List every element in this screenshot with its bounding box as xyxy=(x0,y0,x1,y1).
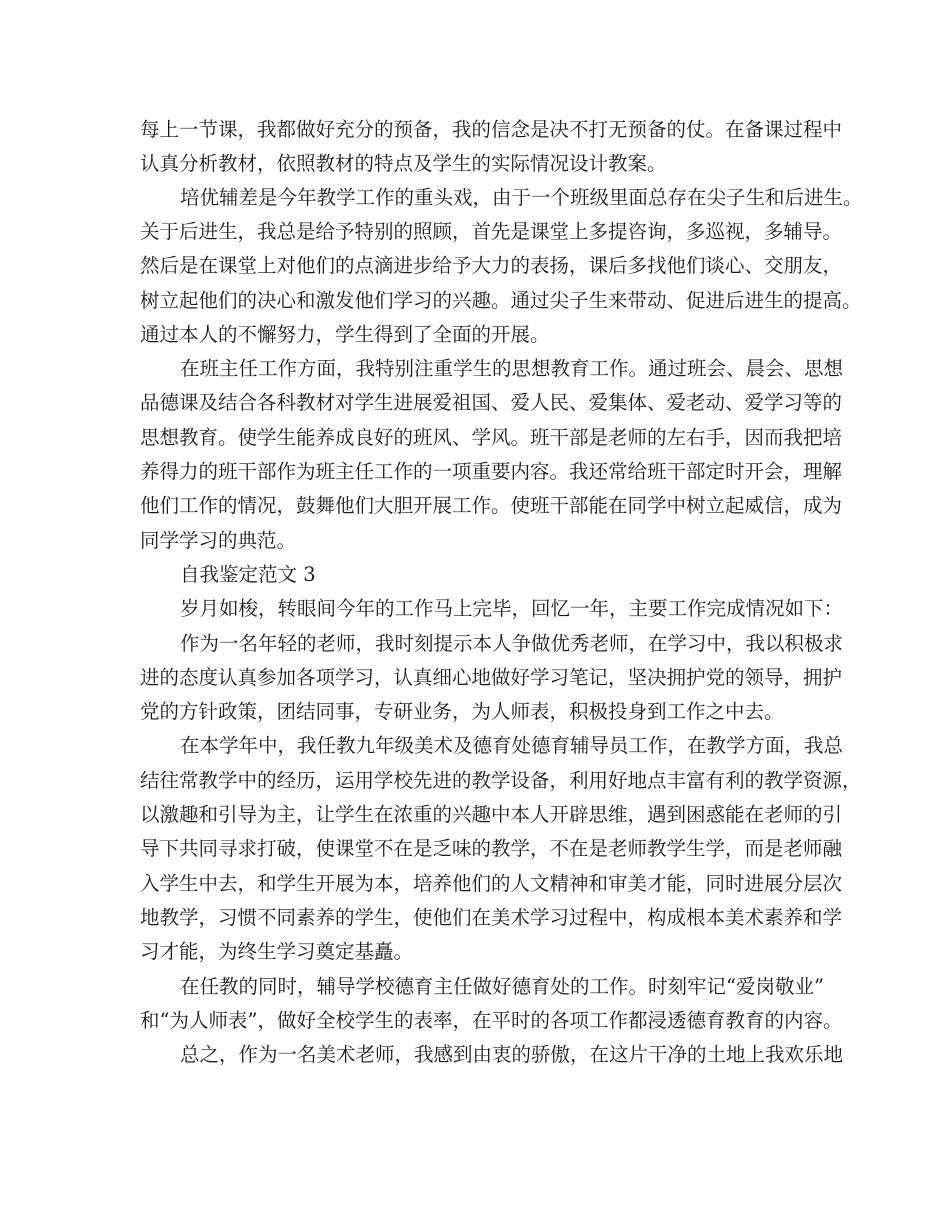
text-line: 关于后进生，我总是给予特别的照顾，首先是课堂上多提咨询，多巡视，多辅导。 xyxy=(140,220,843,243)
text-line: 地教学，习惯不同素养的学生，使他们在美术学习过程中，构成根本美术素养和学 xyxy=(140,906,843,929)
text-line: 同学学习的典范。 xyxy=(140,529,297,552)
text-line: 导下共同寻求打破，使课堂不在是乏味的教学，不在是老师教学生学，而是老师融 xyxy=(140,837,843,860)
text-line: 和“为人师表”，做好全校学生的表率，在平时的各项工作都浸透德育教育的内容。 xyxy=(140,1009,843,1032)
text-line: 结往常教学中的经历，运用学校先进的教学设备，利用好地点丰富有利的教学资源， xyxy=(140,769,862,792)
paragraph-start-line: 培优辅差是今年教学工作的重头戏，由于一个班级里面总存在尖子生和后进生。 xyxy=(180,186,863,209)
text-line: 品德课及结合各科教材对学生进展爱祖国、爱人民、爱集体、爱老动、爱学习等的 xyxy=(140,391,843,414)
text-line: 认真分析教材，依照教材的特点及学生的实际情况设计教案。 xyxy=(140,152,667,175)
text-line: 然后是在课堂上对他们的点滴进步给予大力的表扬，课后多找他们谈心、交朋友， xyxy=(140,254,843,277)
paragraph-start-line: 岁月如梭，转眼间今年的工作马上完毕，回忆一年，主要工作完成情况如下： xyxy=(180,597,844,620)
text-line: 入学生中去，和学生开展为本，培养他们的人文精神和审美才能，同时进展分层次 xyxy=(140,872,843,895)
text-line: 树立起他们的决心和激发他们学习的兴趣。通过尖子生来带动、促进后进生的提高。 xyxy=(140,289,862,312)
text-line: 以激趣和引导为主，让学生在浓重的兴趣中本人开辟思维，遇到困惑能在老师的引 xyxy=(140,803,843,826)
text-line: 通过本人的不懈努力，学生得到了全面的开展。 xyxy=(140,323,550,346)
text-line: 养得力的班干部作为班主任工作的一项重要内容。我还常给班干部定时开会，理解 xyxy=(140,460,843,483)
paragraph-start-line: 作为一名年轻的老师，我时刻提示本人争做优秀老师，在学习中，我以积极求 xyxy=(180,632,844,655)
text-line: 思想教育。使学生能养成良好的班风、学风。班干部是老师的左右手，因而我把培 xyxy=(140,426,843,449)
text-line: 每上一节课，我都做好充分的预备，我的信念是决不打无预备的仗。在备课过程中 xyxy=(140,118,843,141)
section-heading: 自我鉴定范文 3 xyxy=(180,563,316,586)
paragraph-start-line: 在本学年中，我任教九年级美术及德育处德育辅导员工作，在教学方面，我总 xyxy=(180,734,844,757)
paragraph-start-line: 在任教的同时，辅导学校德育主任做好德育处的工作。时刻牢记“爱岗敬业” xyxy=(180,975,824,998)
text-line: 习才能，为终生学习奠定基矗。 xyxy=(140,940,414,963)
text-line: 他们工作的情况，鼓舞他们大胆开展工作。使班干部能在同学中树立起威信，成为 xyxy=(140,494,843,517)
paragraph-start-line: 在班主任工作方面，我特别注重学生的思想教育工作。通过班会、晨会、思想 xyxy=(180,357,844,380)
text-line: 党的方针政策，团结同事，专研业务，为人师表，积极投身到工作之中去。 xyxy=(140,700,784,723)
text-line: 进的态度认真参加各项学习，认真细心地做好学习笔记，坚决拥护党的领导，拥护 xyxy=(140,666,843,689)
paragraph-start-line: 总之，作为一名美术老师，我感到由衷的骄傲，在这片干净的土地上我欢乐地 xyxy=(180,1043,844,1066)
